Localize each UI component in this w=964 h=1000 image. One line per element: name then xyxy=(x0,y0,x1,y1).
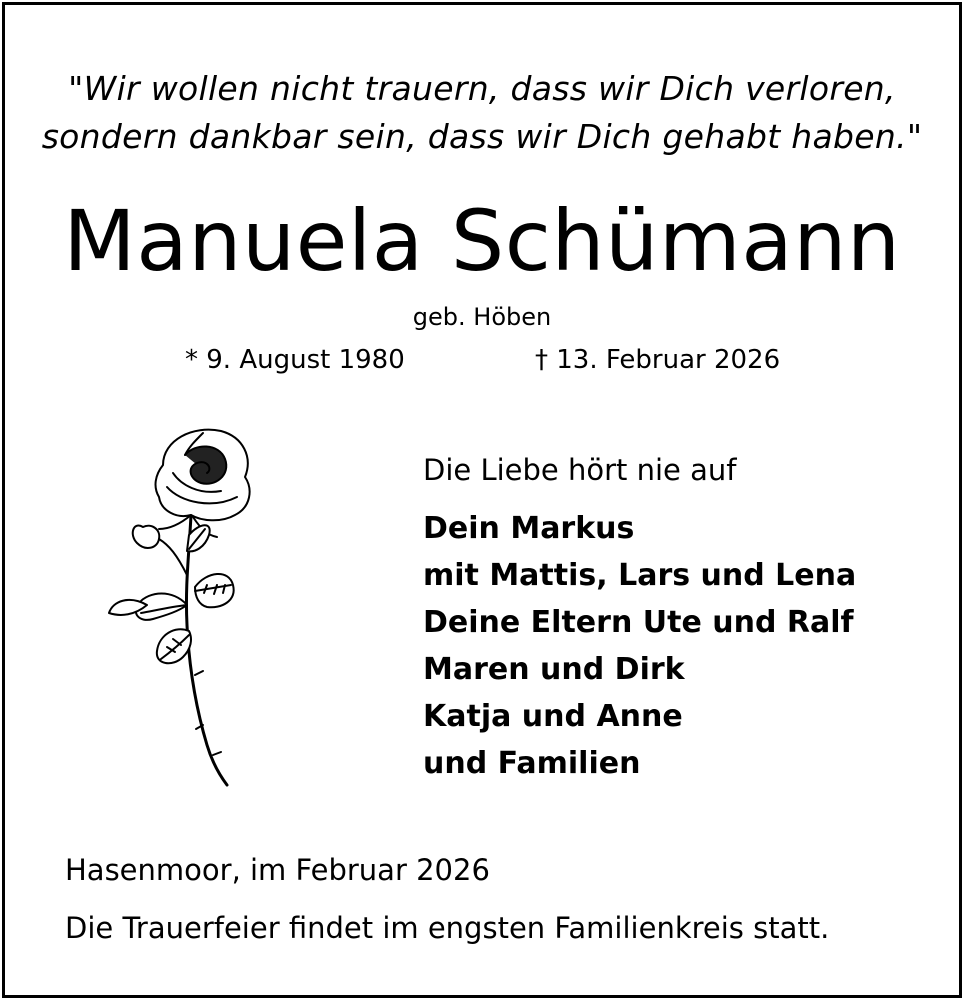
mourners-list xyxy=(423,505,856,787)
maiden-name: geb. Höben xyxy=(412,303,552,331)
memorial-quote xyxy=(5,65,959,161)
motto: Die Liebe hört nie auf xyxy=(423,453,737,487)
mourner-line: Deine Eltern Ute und Ralf xyxy=(423,605,854,640)
mourner-line: Katja und Anne xyxy=(423,699,683,734)
obituary-notice xyxy=(2,2,962,998)
birth-date: * 9. August 1980 xyxy=(185,345,405,375)
quote-line-2: sondern dankbar sein, dass wir Dich gehabt haben." xyxy=(41,117,923,156)
quote-line-1: "Wir wollen nicht trauern, dass wir Dich verloren, xyxy=(68,69,896,108)
mourner-line: und Familien xyxy=(423,746,641,781)
rose-icon xyxy=(103,425,263,795)
place-and-date: Hasenmoor, im Februar 2026 xyxy=(65,853,490,887)
ceremony-note: Die Trauerfeier findet im engsten Familienkreis statt. xyxy=(65,911,830,945)
deceased-name: Manuela Schümann xyxy=(63,192,901,290)
mourner-line: Dein Markus xyxy=(423,511,635,546)
mourner-line: Maren und Dirk xyxy=(423,652,685,687)
mourner-line: mit Mattis, Lars und Lena xyxy=(423,558,857,593)
death-date: † 13. Februar 2026 xyxy=(535,345,781,375)
